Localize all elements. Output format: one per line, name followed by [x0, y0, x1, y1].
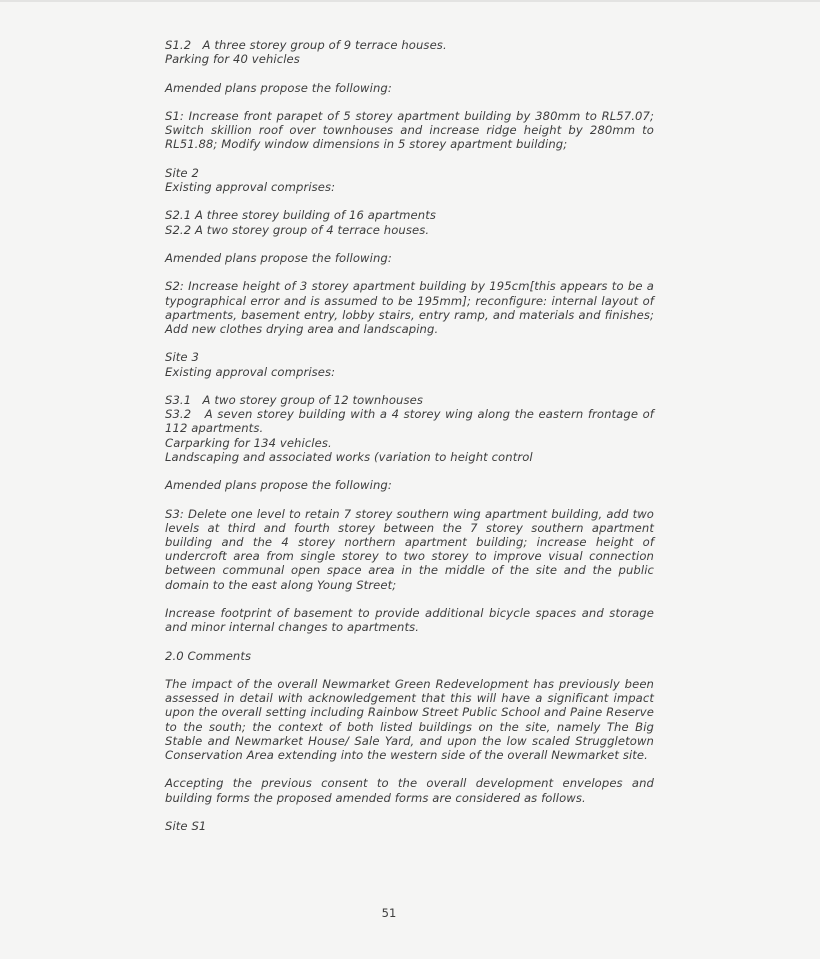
text-line: Existing approval comprises:: [165, 179, 336, 194]
text-line: Amended plans propose the following:: [165, 478, 392, 493]
text-line: S3.2 A seven storey building with a 4 storey wing along the eastern frontage of 112 apartments.: [165, 407, 654, 436]
text-line: S3: Delete one level to retain 7 storey southern wing apartment building, add two levels at third and fourth storey between the 7 storey southern apartment building and the 4 storey northern apartment building; increase height of undercroft area from single storey to two storey to improve visual connection between communal open space area in the middle of the site and the public domain to the east along Young Street;: [165, 506, 654, 592]
page-number: 51: [381, 906, 397, 920]
paragraph: [165, 819, 654, 833]
document-content: [165, 38, 654, 847]
text-line: Carparking for 134 vehicles.: [165, 435, 332, 450]
text-line: S2.2 A two storey group of 4 terrace houses.: [165, 222, 430, 237]
text-line: S2: Increase height of 3 storey apartment building by 195cm[this appears to be a typographical error and is assumed to be 195mm]; reconfigure: internal layout of apartments, basement entry, lobby stairs, entry ramp, and materials and finishes; Add new clothes drying area and landscaping.: [165, 279, 654, 336]
paragraph: [165, 393, 654, 464]
paragraph: [165, 38, 654, 66]
paragraph: [165, 649, 654, 663]
text-line: Amended plans propose the following:: [165, 250, 392, 265]
paragraph: [165, 478, 654, 492]
text-line: Site S1: [165, 818, 207, 833]
text-line: S3.1 A two storey group of 12 townhouses: [165, 392, 423, 407]
paragraph: [165, 507, 654, 592]
text-line: Parking for 40 vehicles: [165, 52, 300, 67]
paragraph: [165, 81, 654, 95]
paragraph: [165, 166, 654, 194]
page-top-edge: [0, 0, 820, 2]
footer: [0, 906, 778, 920]
text-line: Accepting the previous consent to the overall development envelopes and building forms the proposed amended forms are considered as follows.: [165, 776, 654, 805]
paragraph: [165, 109, 654, 152]
paragraph: [165, 350, 654, 378]
text-line: S1: Increase front parapet of 5 storey apartment building by 380mm to RL57.07; Switch skillion roof over townhouses and increase ridge height by 280mm to RL51.88; Modify window dimensions in 5 storey apartment building;: [165, 108, 654, 152]
paragraph: [165, 208, 654, 236]
paragraph: [165, 251, 654, 265]
text-line: The impact of the overall Newmarket Green Redevelopment has previously been assessed in detail with acknowledgement that this will have a significant impact upon the overall setting including Rainbow Street Public School and Paine Reserve to the south; the context of both listed buildings on the site, namely The Big Stable and Newmarket House/ Sale Yard, and upon the low scaled Struggletown Conservation Area extending into the western side of the overall Newmarket site.: [165, 676, 654, 762]
paragraph: [165, 677, 654, 762]
text-line: S2.1 A three storey building of 16 apartments: [165, 208, 436, 223]
text-line: Site 2: [165, 165, 199, 180]
text-line: Amended plans propose the following:: [165, 80, 392, 95]
paragraph: [165, 279, 654, 336]
paragraph: [165, 776, 654, 804]
text-line: Increase footprint of basement to provide additional bicycle spaces and storage and minor internal changes to apartments.: [165, 605, 654, 635]
text-line: Site 3: [165, 350, 199, 365]
text-line: Existing approval comprises:: [165, 364, 336, 379]
text-line: S1.2 A three storey group of 9 terrace houses.: [165, 38, 447, 52]
paragraph: [165, 606, 654, 634]
text-line: 2.0 Comments: [165, 648, 252, 663]
text-line: Landscaping and associated works (variation to height control: [165, 449, 533, 464]
